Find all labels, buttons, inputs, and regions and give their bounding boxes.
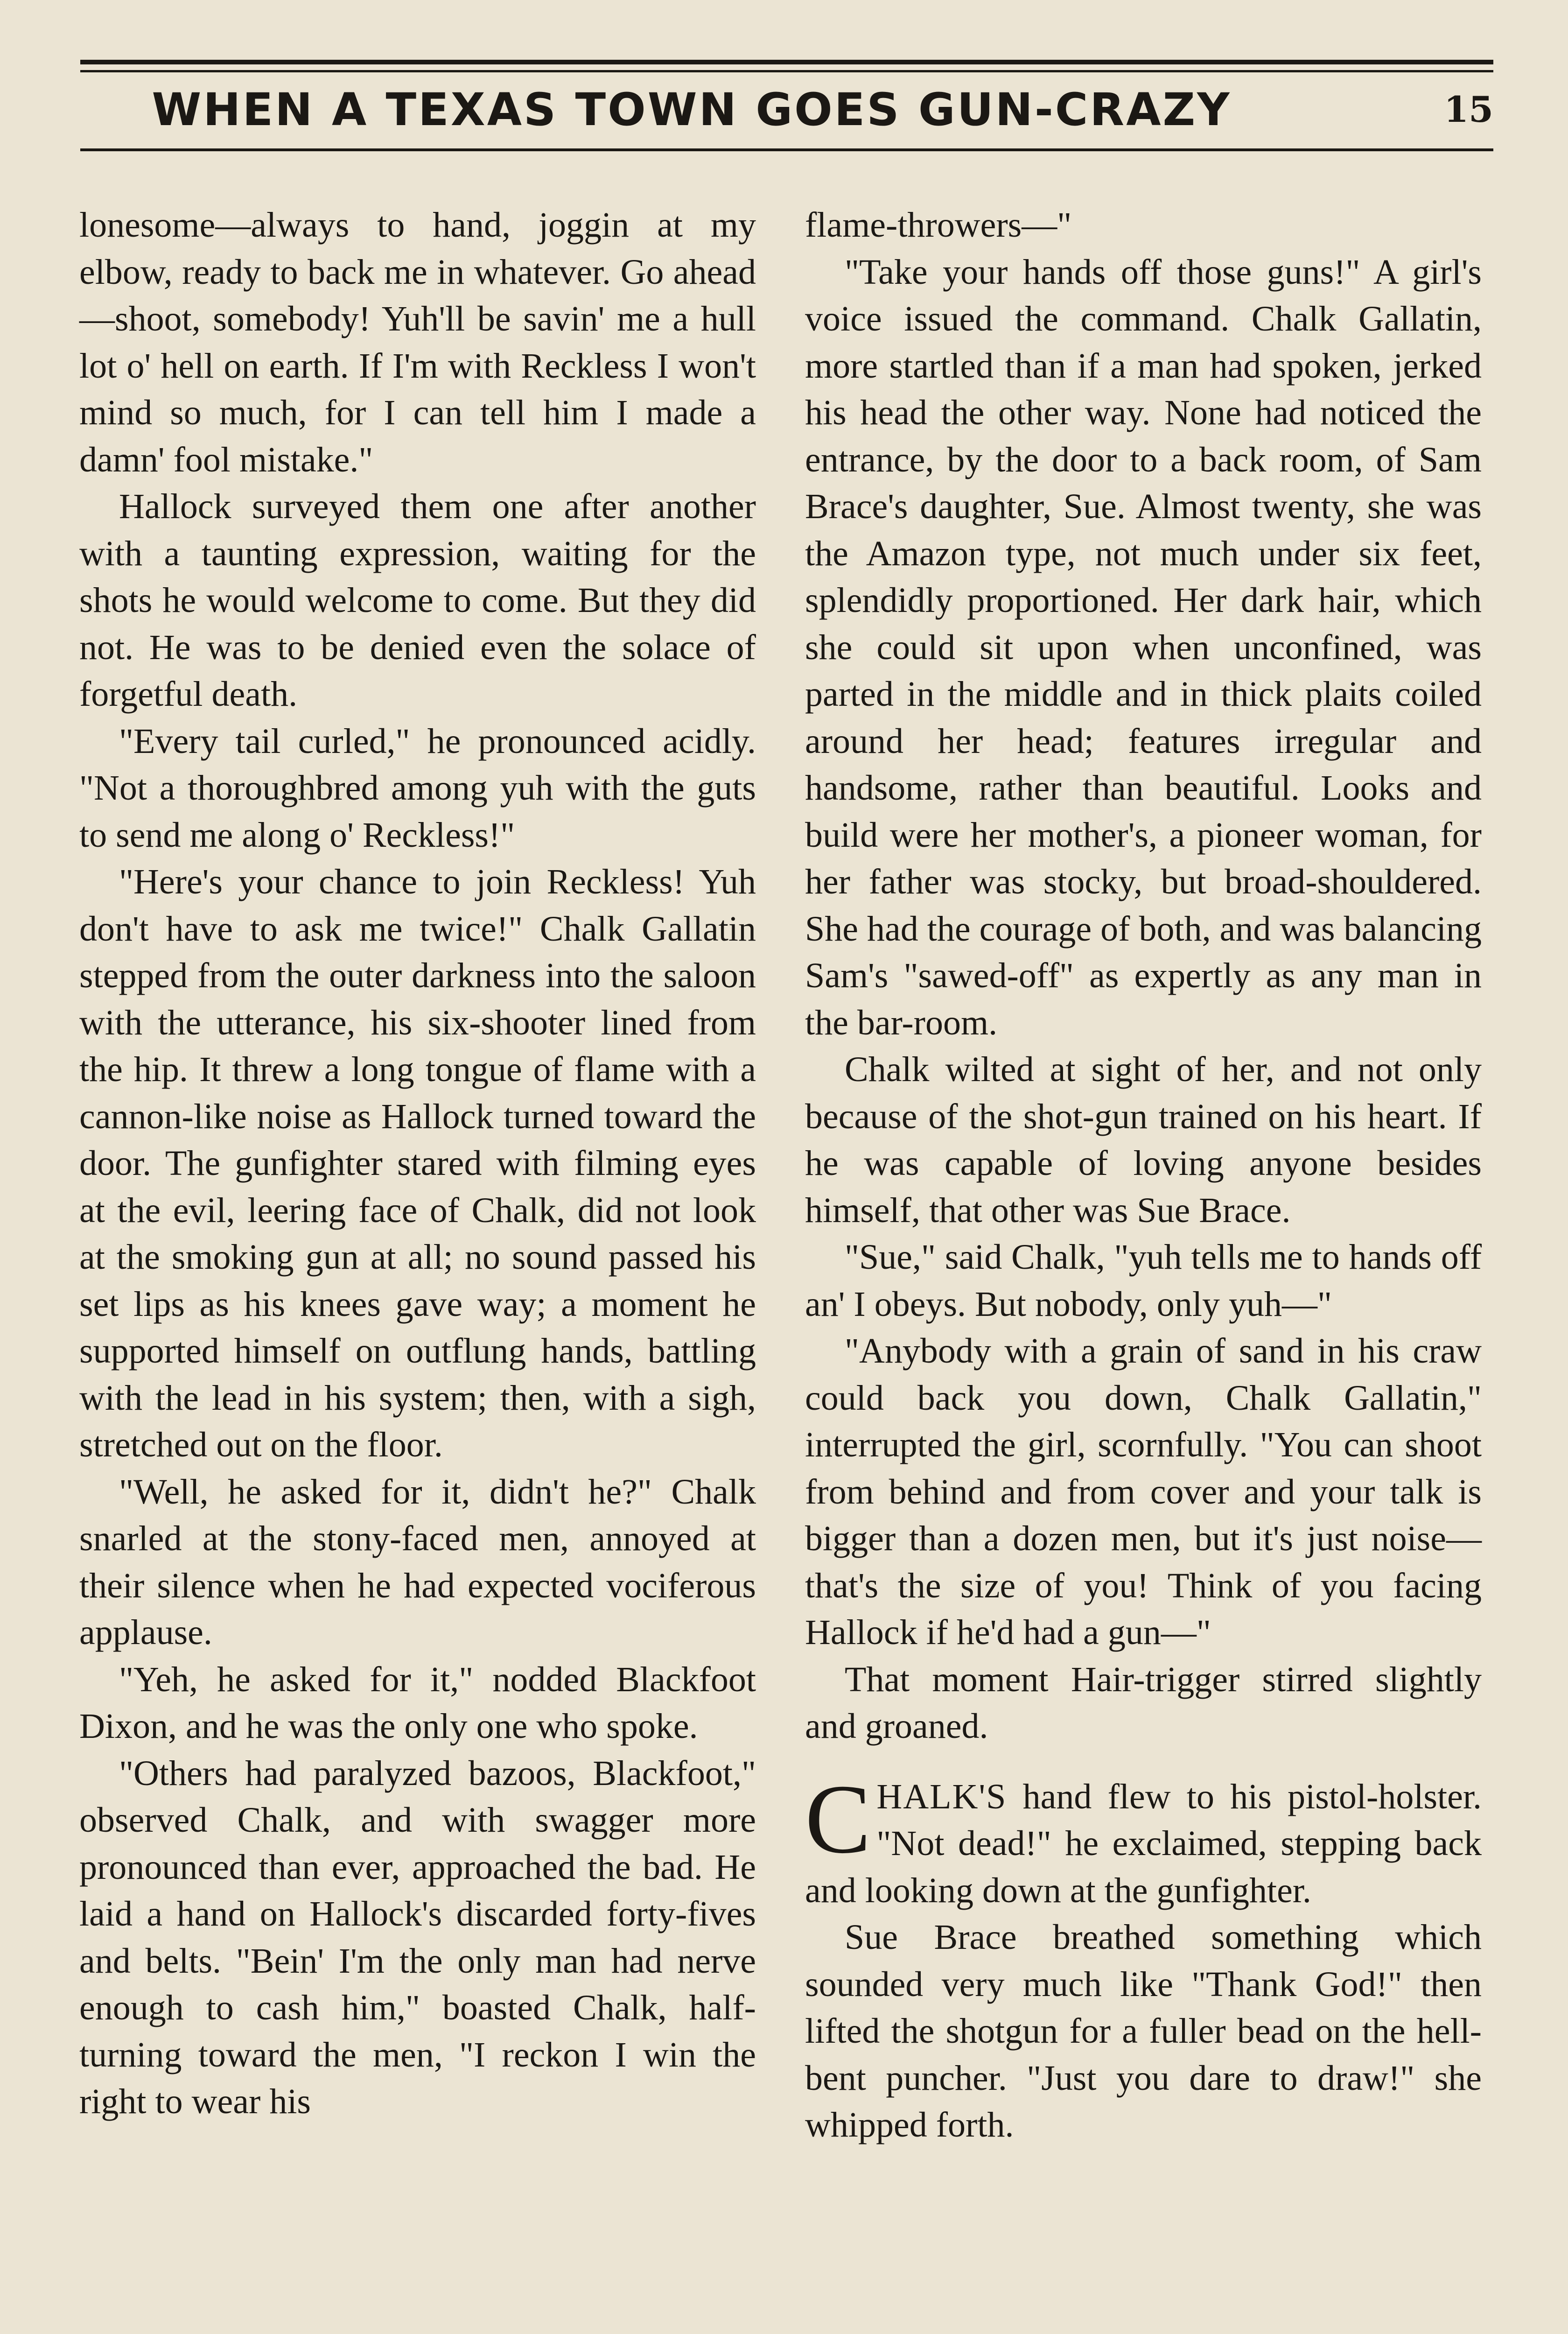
- paragraph: "Every tail curled," he pronounced acidly. "Not a thoroughbred among yuh with the guts to send me along o' Reckless!": [79, 721, 756, 855]
- paragraph: "Yeh, he asked for it," nodded Blackfoot Dixon, and he was the only one who spoke.: [79, 1659, 756, 1746]
- drop-cap-paragraph: [805, 1764, 1482, 1914]
- paragraph: "Here's your chance to join Reckless! Yuh don't have to ask me twice!" Chalk Gallatin stepped from the outer darkness into the saloon with the utterance, his six-shooter lined from the hip. It threw a long tongue of flame with a cannon-like noise as Hallock turned toward the door. The gunfighter stared with filming eyes at the evil, leering face of Chalk, did not look at the smoking gun at all; no sound passed his set lips as his knees gave way; a moment he supported himself on outflung hands, battling with the lead in his system; then, with a sigh, stretched out on the floor.: [79, 862, 756, 1464]
- paragraph: Sue Brace breathed something which sounded very much like "Thank God!" then lifted the shotgun for a fuller bead on the hell-bent puncher. "Just you dare to draw!" she whipped forth.: [805, 1918, 1482, 2144]
- lead-caps: HALK'S: [876, 1777, 1007, 1816]
- paragraph: "Take your hands off those guns!" A girl's voice issued the command. Chalk Gallatin, more startled than if a man had spoken, jerked his head the other way. None had noticed the entrance, by the door to a back room, of Sam Brace's daughter, Sue. Almost twenty, she was the Amazon type, not much under six feet, splendidly proportioned. Her dark hair, which she could sit upon when unconfined, was parted in the middle and in thick plaits coiled around her head; features irregular and handsome, rather than beautiful. Looks and build were her mother's, a pioneer woman, for her father was stocky, but broad-shouldered. She had the courage of both, and was balancing Sam's "sawed-off" as expertly as any man in the bar-room.: [805, 252, 1482, 1042]
- paragraph: "Others had paralyzed bazoos, Blackfoot," observed Chalk, and with swagger more pronounced than ever, approached the bad. He laid a hand on Hallock's discarded forty-fives and belts. "Bein' I'm the only man had nerve enough to cash him," boasted Chalk, half-turning toward the men, "I reckon I win the right to wear his: [79, 1753, 756, 2121]
- left-column: [79, 202, 756, 2334]
- header-rule-bottom: [80, 148, 1493, 151]
- drop-cap: C: [805, 1764, 871, 1874]
- paragraph: Chalk wilted at sight of her, and not only because of the shot-gun trained on his heart. If he was capable of loving anyone besides himself, that other was Sue Brace.: [805, 1050, 1482, 1230]
- drop-cap-paragraph-text: hand flew to his pistol-holster. "Not dead!" he exclaimed, stepping back and looking down at the gunfighter.: [805, 1777, 1482, 1910]
- page-number: 15: [1444, 89, 1493, 130]
- paragraph: "Anybody with a grain of sand in his craw could back you down, Chalk Gallatin," interrupted the girl, scornfully. "You can shoot from behind and from cover and your talk is bigger than a dozen men, but it's just noise—that's the size of you! Think of you facing Hallock if he'd had a gun—": [805, 1331, 1482, 1652]
- paragraph: Hallock surveyed them one after another with a taunting expression, waiting for the shots he would welcome to come. But they did not. He was to be denied even the solace of forgetful death.: [79, 487, 756, 714]
- paragraph: That moment Hair-trigger stirred slightly and groaned.: [805, 1659, 1482, 1746]
- running-header-title: WHEN A TEXAS TOWN GOES GUN-CRAZY: [152, 84, 1232, 136]
- header-rule-top: [80, 60, 1493, 64]
- header-rule-top-thin: [80, 70, 1493, 72]
- paragraph: "Sue," said Chalk, "yuh tells me to hands off an' I obeys. But nobody, only yuh—": [805, 1237, 1482, 1324]
- paragraph: flame-throwers—": [805, 205, 1072, 245]
- paragraph: "Well, he asked for it, didn't he?" Chalk snarled at the stony-faced men, annoyed at their silence when he had expected vociferous applause.: [79, 1472, 756, 1652]
- paragraph: lonesome—always to hand, joggin at my elbow, ready to back me in whatever. Go ahead—shoot, somebody! Yuh'll be savin' me a hull lot o' hell on earth. If I'm with Reckless I won't mind so much, for I can tell him I made a damn' fool mistake.": [79, 205, 756, 479]
- right-column: [805, 202, 1482, 2334]
